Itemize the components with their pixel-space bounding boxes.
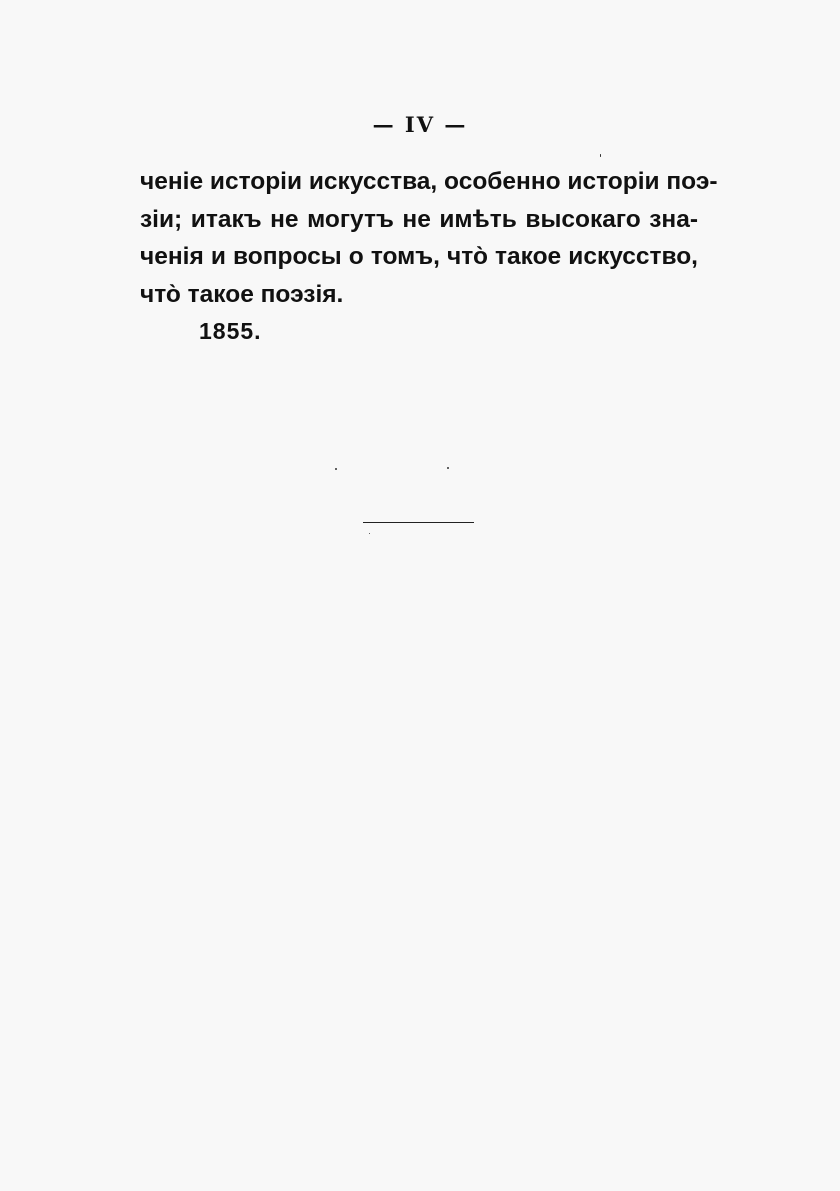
print-speck <box>335 468 337 470</box>
date: 1855. <box>199 318 262 344</box>
closing-rule <box>363 522 474 523</box>
paragraph-line: что̀ такое поэзія. <box>140 280 344 308</box>
paragraph <box>140 163 718 313</box>
page-number: — IV — <box>372 112 468 137</box>
paragraph-line: ченія и вопросы о томъ, что̀ такое искусство, <box>140 243 698 270</box>
print-speck <box>369 533 370 534</box>
paragraph-line: ченіе исторіи искусства, особенно исторіи поэ- <box>140 168 718 195</box>
print-speck <box>447 467 449 469</box>
paragraph-line: зіи; итакъ не могутъ не имѣть высокаго зна- <box>140 205 698 233</box>
print-speck <box>600 154 601 157</box>
